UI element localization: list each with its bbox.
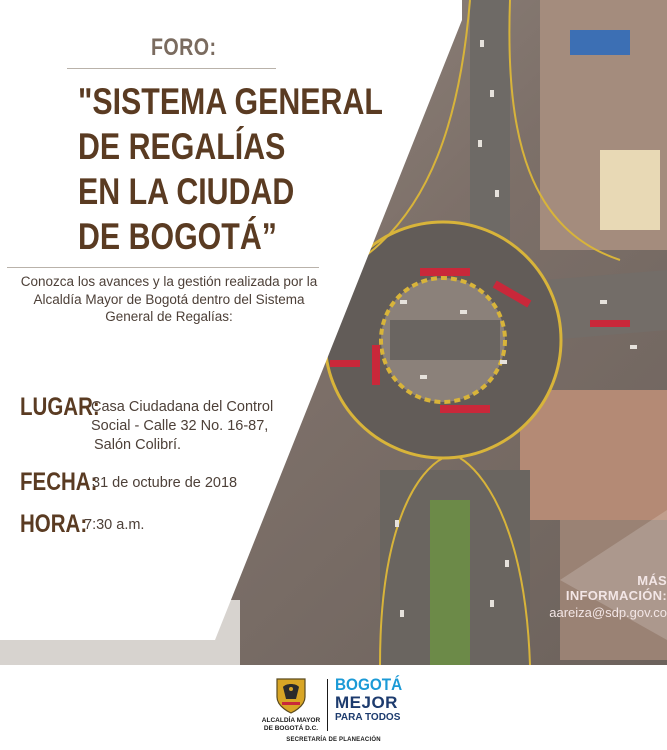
title-line: DE REGALÍAS [78, 126, 286, 167]
mid-divider [7, 267, 319, 268]
top-divider [67, 68, 276, 69]
place-line: Social - Calle 32 No. 16-87, [91, 418, 269, 434]
city-line: DE BOGOTÁ D.C. [263, 724, 319, 732]
intro-line: Alcaldía Mayor de Bogotá dentro del Sistema [33, 291, 305, 307]
title-line: "SISTEMA GENERAL [78, 81, 383, 122]
title-line: DE BOGOTÁ” [78, 216, 277, 257]
coat-of-arms-icon [274, 677, 308, 715]
footer-logos [0, 665, 667, 750]
place-line: Casa Ciudadana del Control [91, 399, 274, 415]
intro-text [18, 273, 320, 326]
slogan-mejor: MEJOR [335, 693, 398, 712]
place-label: LUGAR: [20, 393, 100, 421]
place-line: Salón Colibrí. [94, 437, 182, 453]
forum-kicker: FORO: [151, 34, 217, 61]
secretariat-name: SECRETARÍA DE PLANEACIÓN [286, 737, 381, 743]
time-label: HORA: [20, 510, 88, 538]
contact-info [549, 573, 667, 620]
title-line: EN LA CIUDAD [78, 171, 295, 212]
page-title [78, 79, 383, 259]
contact-title: MÁS INFORMACIÓN: [565, 573, 667, 603]
date-value: 31 de octubre de 2018 [92, 475, 238, 491]
city-hall-text [260, 717, 322, 732]
city-line: ALCALDÍA MAYOR [261, 717, 321, 724]
date-label: FECHA: [20, 468, 98, 496]
place-value [91, 398, 273, 455]
intro-line: General de Regalías: [105, 309, 233, 324]
intro-line: Conozca los avances y la gestión realizada por la [20, 274, 318, 289]
logo-divider [327, 679, 328, 731]
slogan-bogota: BOGOTÁ [335, 675, 403, 694]
contact-email[interactable]: aareiza@sdp.gov.co [549, 605, 667, 620]
time-value: 7:30 a.m. [84, 517, 145, 533]
slogan-para-todos: PARA TODOS [335, 712, 401, 723]
